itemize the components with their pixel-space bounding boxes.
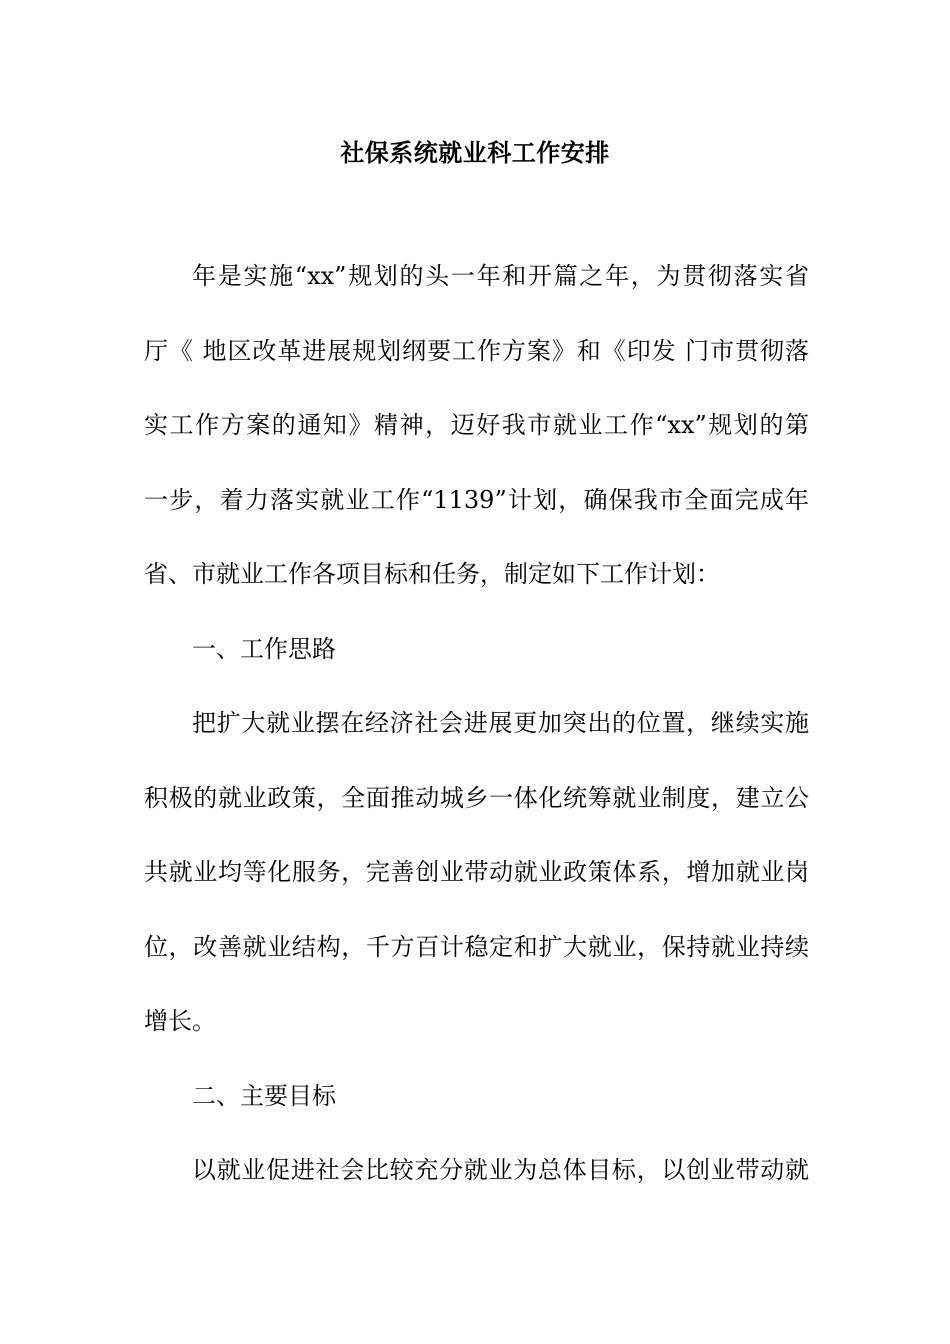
paragraph-line: 积极的就业政策，全面推动城乡一体化统筹就业制度，建立公 <box>144 783 809 812</box>
paragraph-line: 以就业促进社会比较充分就业为总体目标，以创业带动就 <box>192 1156 809 1184</box>
paragraph-line: 共就业均等化服务，完善创业带动就业政策体系，增加就业岗 <box>144 858 809 886</box>
section-heading: 一、工作思路 <box>192 634 336 663</box>
paragraph-line: 把扩大就业摆在经济社会进展更加突出的位置，继续实施 <box>192 709 809 737</box>
paragraph-line: 年是实施“xx”规划的头一年和开篇之年，为贯彻落实省 <box>192 262 809 290</box>
paragraph-line: 增长。 <box>144 1007 216 1035</box>
paragraph-line: 省、市就业工作各项目标和任务，制定如下工作计划： <box>144 560 720 588</box>
section-heading: 二、主要目标 <box>192 1081 336 1110</box>
paragraph-line: 一步，着力落实就业工作“1139”计划，确保我市全面完成年 <box>144 485 809 514</box>
paragraph-line: 厅《 地区改革进展规划纲要工作方案》和《印发 门市贯彻落 <box>144 336 809 365</box>
document-title: 社保系统就业科工作安排 <box>340 138 610 167</box>
document-body <box>144 256 809 1225</box>
paragraph-line: 实工作方案的通知》精神，迈好我市就业工作“xx”规划的第 <box>144 411 809 439</box>
paragraph-line: 位，改善就业结构，千方百计稳定和扩大就业，保持就业持续 <box>144 932 809 961</box>
